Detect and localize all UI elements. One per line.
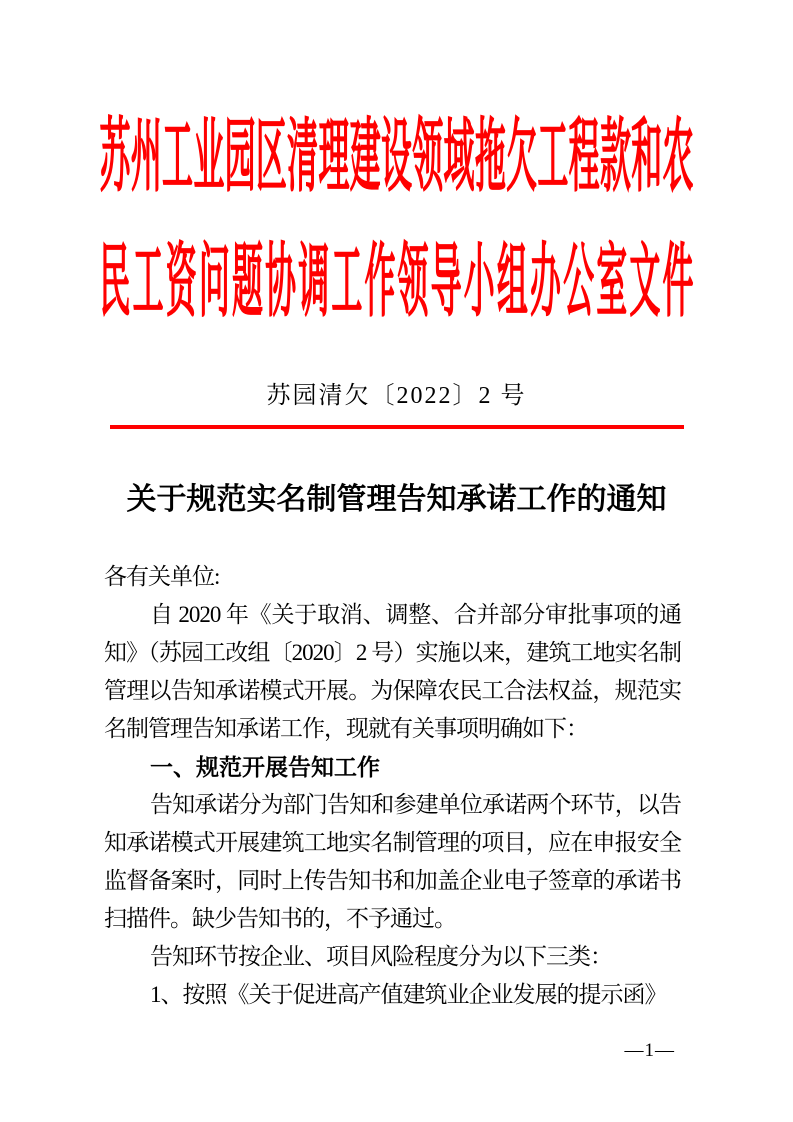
- letterhead: [0, 0, 793, 328]
- doc-number: 苏园清欠〔2022〕2 号: [266, 383, 527, 409]
- paragraph-section1-body: 告知承诺分为部门告知和参建单位承诺两个环节，以告知承诺模式开展建筑工地实名制管理的项目，应在申报安全监督备案时，同时上传告知书和加盖企业电子签章的承诺书扫描件。缺少告知书的，不予通过。: [104, 792, 681, 931]
- document-title: 关于规范实名制管理告知承诺工作的通知: [126, 483, 667, 516]
- red-separator-line: [110, 425, 684, 429]
- page-number: —1—: [624, 1040, 675, 1061]
- paragraph-category-item-1: 1、按照《关于促进高产值建筑业企业发展的提示函》: [150, 982, 667, 1007]
- section-heading-1: 一、规范开展告知工作: [150, 754, 380, 780]
- letterhead-org-name-line1: 苏州工业园区清理建设领域拖欠工程款和农: [99, 111, 694, 203]
- paragraph-intro: 自 2020 年《关于取消、调整、合并部分审批事项的通知》（苏园工改组〔2020〕2 号）实施以来，建筑工地实名制管理以告知承诺模式开展。为保障农民工合法权益，规范实名制管理告知承诺工作，现就有关事项明确如下：: [104, 602, 681, 741]
- salutation: 各有关单位:: [104, 564, 220, 589]
- letterhead-org-name-line2: 民工资问题协调工作领导小组办公室文件: [99, 236, 694, 328]
- document-body: [104, 558, 681, 1014]
- paragraph-categories-intro: 告知环节按企业、项目风险程度分为以下三类：: [150, 944, 612, 969]
